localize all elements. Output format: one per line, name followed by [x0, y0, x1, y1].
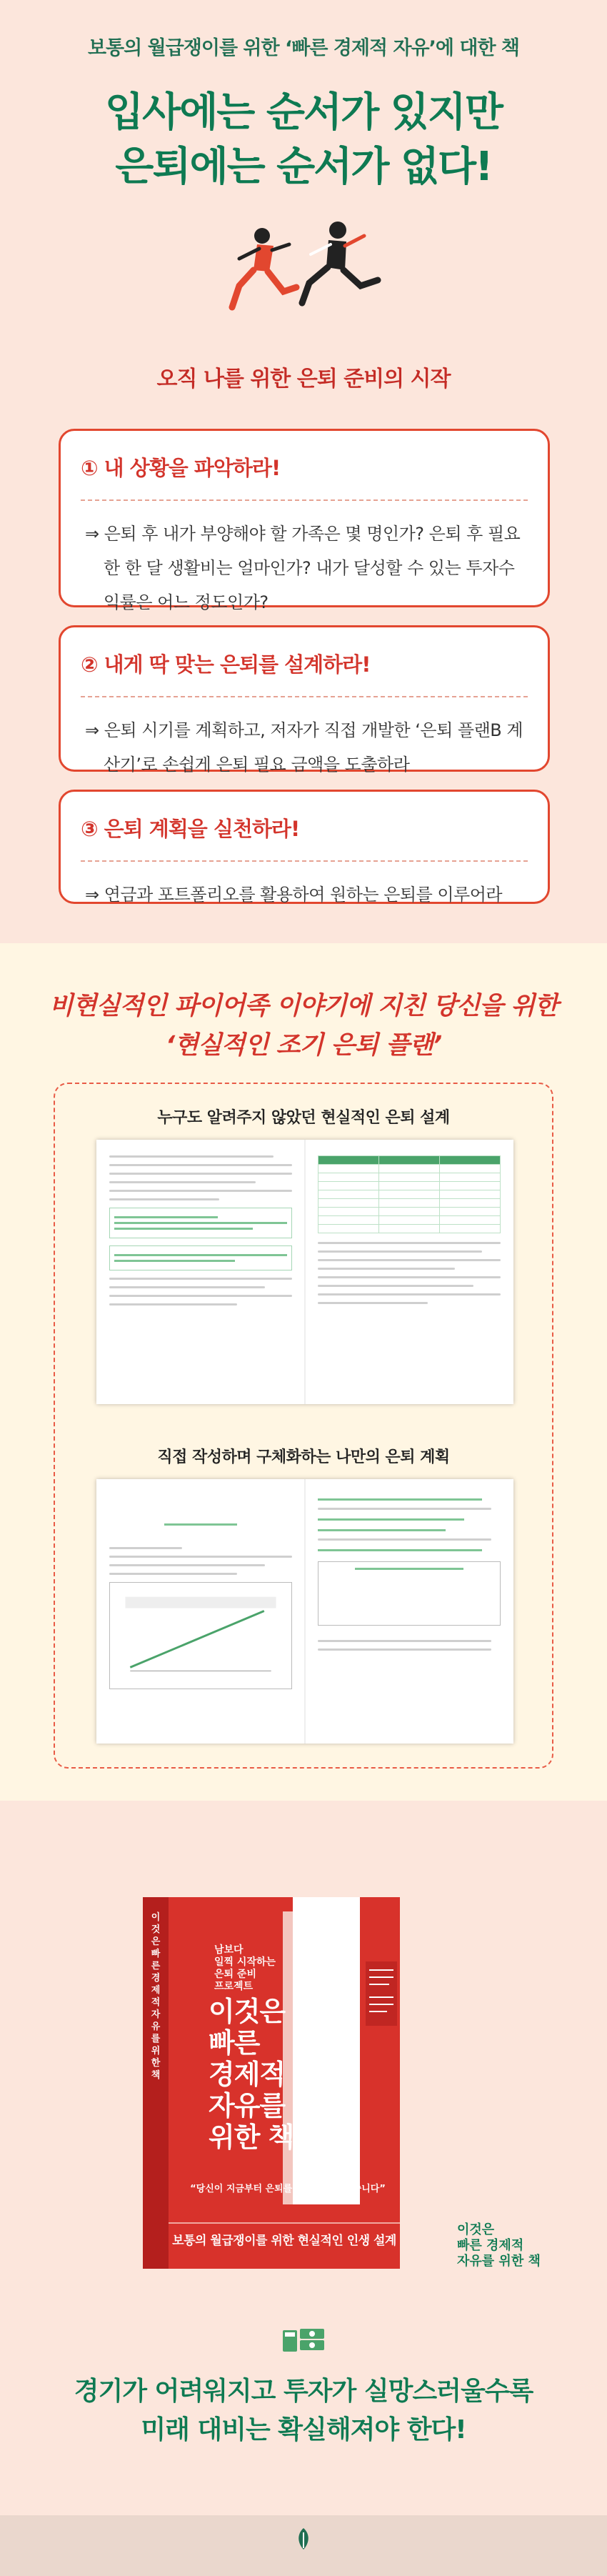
divider — [81, 860, 528, 862]
plan-headline-2: ‘현실적인 조기 은퇴 플랜’ — [165, 1031, 442, 1060]
book-badge — [366, 1961, 397, 2028]
right-page — [305, 1140, 513, 1404]
plan-section — [0, 943, 607, 1801]
book-spine — [143, 1897, 169, 2269]
book-quote: “당신이 지금부터 은퇴를 생각하면 좋겠습니다” — [190, 2184, 386, 2194]
spine-title: 이 것 은 빠 른 경 제 적 자 유 를 위 한 책 — [151, 1912, 161, 2081]
badge-lines — [366, 1961, 397, 2026]
highlight-box — [109, 1245, 292, 1270]
worksheet-form-image — [318, 1561, 501, 1626]
preview-box — [54, 1083, 553, 1769]
book-section — [0, 1801, 607, 2576]
right-page — [305, 1479, 513, 1744]
step-body-line: ⇒ 은퇴 후 내가 부양해야 할 가족은 몇 명인가? 은퇴 후 필요 — [85, 524, 521, 544]
step-heading: ① 내 상황을 파악하라! — [81, 456, 281, 480]
step-card-3 — [59, 790, 550, 904]
headline-line-2: 은퇴에는 순서가 없다! — [115, 144, 492, 190]
headline — [0, 86, 607, 194]
divider — [81, 696, 528, 697]
left-page — [96, 1140, 305, 1404]
publisher-logo — [275, 2527, 332, 2554]
running-people-illustration — [218, 214, 389, 314]
headline-line-1: 입사에는 순서가 있지만 — [105, 89, 502, 136]
step-card-1 — [59, 429, 550, 612]
divider — [81, 499, 528, 501]
left-page — [96, 1479, 305, 1744]
step-body-line: 산기’로 손쉽게 은퇴 필요 금액을 도출하라 — [104, 755, 410, 775]
header-subtitle: 보통의 월급쟁이를 위한 ‘빠른 경제적 자유’에 대한 책 — [87, 37, 520, 59]
publisher-logo-icon — [293, 2527, 314, 2551]
step-card-2 — [59, 625, 550, 775]
data-table-image — [318, 1155, 501, 1233]
step-heading: ② 내게 딱 맞는 은퇴를 설계하라! — [81, 652, 371, 677]
step-body-line: ⇒ 연금과 포트폴리오를 활용하여 원하는 은퇴를 이루어라 — [85, 885, 503, 905]
preview-title-2: 직접 작성하며 구체화하는 나만의 은퇴 계획 — [157, 1448, 450, 1466]
step-body-line: ⇒ 은퇴 시기를 계획하고, 저자가 직접 개발한 ‘은퇴 플랜B 계 — [85, 720, 523, 740]
step-heading: ③ 은퇴 계획을 실천하라! — [81, 817, 300, 841]
final-message — [0, 2372, 607, 2450]
worksheet-chart-image — [109, 1582, 292, 1689]
money-calculator-icon — [283, 2326, 324, 2357]
step-body — [85, 877, 528, 912]
step-body — [85, 713, 528, 782]
step-body-line: 익률은 어느 정도인가? — [104, 592, 269, 612]
intro-section — [0, 0, 607, 943]
book-bottom-text: 보통의 월급쟁이를 위한 현실적인 인생 설계 — [172, 2234, 396, 2248]
final-line-1: 경기가 어려워지고 투자가 실망스러울수록 — [74, 2377, 533, 2406]
book-subtitle: 남보다 일찍 시작하는 은퇴 준비 프로젝트 — [214, 1944, 276, 1992]
book-title: 이것은 빠른 경제적 자유를 위한 책 — [209, 1996, 294, 2153]
book-spread-preview-2 — [96, 1479, 513, 1744]
section-title: 오직 나를 위한 은퇴 준비의 시작 — [147, 361, 461, 392]
door-graphic — [293, 1897, 360, 2204]
book-cover — [143, 1897, 400, 2269]
step-body-line: 한 한 달 생활비는 얼마인가? 내가 달성할 수 있는 투자수 — [104, 558, 515, 578]
book-side-caption: 이것은 빠른 경제적 자유를 위한 책 — [457, 2222, 541, 2269]
line-illustration — [110, 1583, 291, 1689]
step-body — [85, 517, 528, 620]
preview-title-1: 누구도 알려주지 않았던 현실적인 은퇴 설계 — [157, 1109, 450, 1127]
footer — [0, 2515, 607, 2576]
highlight-box — [109, 1208, 292, 1238]
book-spread-preview-1 — [96, 1140, 513, 1404]
final-line-2: 미래 대비는 확실해져야 한다! — [141, 2415, 466, 2445]
plan-headline-1: 비현실적인 파이어족 이야기에 지친 당신을 위한 — [49, 992, 558, 1020]
